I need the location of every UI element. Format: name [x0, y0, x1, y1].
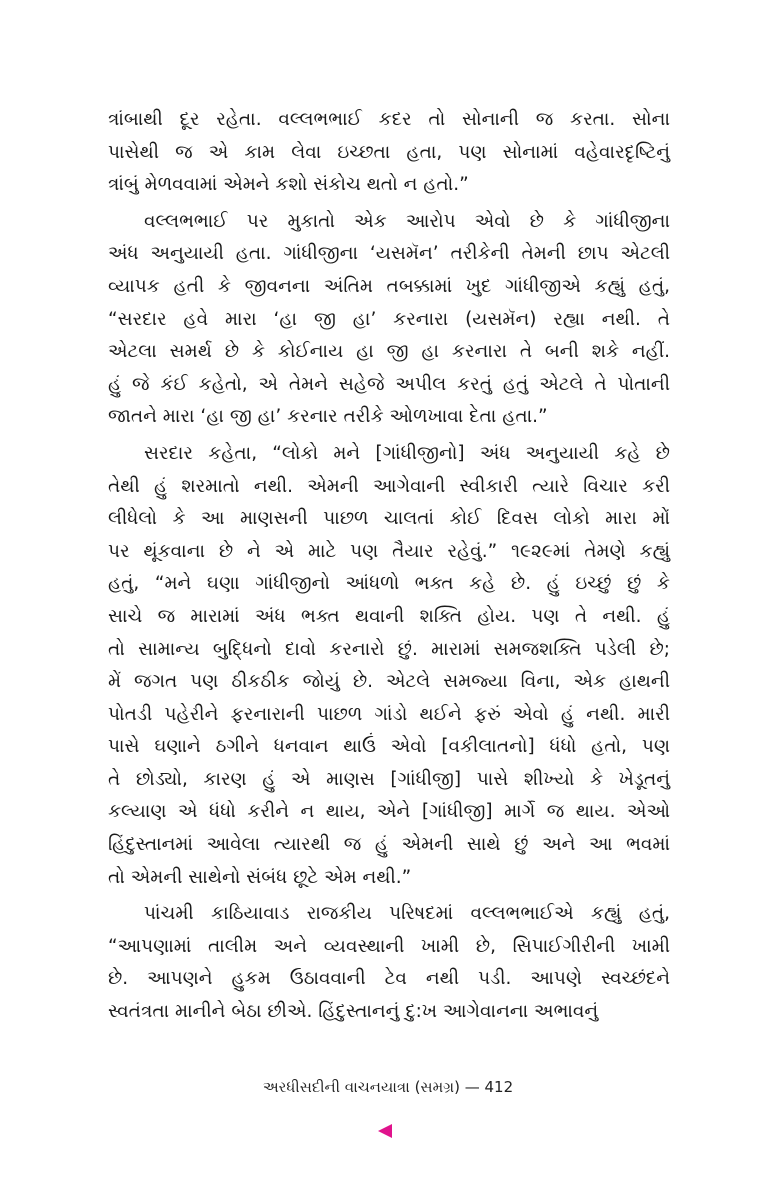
- page-footer: [0, 1078, 776, 1096]
- text-line: ત્રાંબાથી દૂર રહેતા. વલ્લભભાઈ કદર તો સોનાની જ કરતા. સોના: [108, 109, 670, 130]
- paragraph: [108, 206, 670, 434]
- text-line: છે. આપણને હુકમ ઉઠાવવાની ટેવ નથી પડી. આપણે સ્વચ્છંદને: [108, 968, 670, 990]
- text-line: એટલા સમર્થ છે કે કોઈનાય હા જી હા કરનારા તે બની શકે નહીં.: [108, 341, 670, 363]
- text-line: વ્યાપક હતી કે જીવનના અંતિમ તબક્કામાં ખુદ ગાંધીજીએ કહ્યું હતું,: [108, 275, 670, 297]
- text-line: પોતડી પહેરીને ફરનારાની પાછળ ગાંડો થઈને ફરું એવો હું નથી. મારી: [108, 703, 670, 725]
- text-line: સરદાર કહેતા, “લોકો મને [ગાંધીજીનો] અંધ અનુયાયી કહે છે: [144, 442, 670, 464]
- page-body: [108, 104, 670, 1033]
- text-line: “સરદાર હવે મારા ‘હા જી હા’ કરનારા (યસમૅન) રહ્યા નથી. તે: [108, 308, 670, 330]
- paragraph: [108, 104, 670, 202]
- text-line: મેં જગત પણ ઠીકઠીક જોયું છે. એટલે સમજ્યા વિના, એક હાથની: [108, 671, 670, 693]
- paragraph: [108, 438, 670, 894]
- text-line: કલ્યાણ એ ધંધો કરીને ન થાય, એને [ગાંધીજી] માર્ગે જ થાય. એઓ: [108, 801, 670, 823]
- text-line: વલ્લભભાઈ પર મુકાતો એક આરોપ એવો છે કે ગાંધીજીના: [144, 210, 670, 232]
- text-line: તો એમની સાથેનો સંબંધ છૂટે એમ નથી.”: [108, 866, 412, 888]
- text-line: પાસે ઘણાને ઠગીને ધનવાન થાઉં એવો [વકીલાતનો] ધંધો હતો, પણ: [108, 736, 670, 758]
- text-line: હતું, “મને ઘણા ગાંધીજીનો આંધળો ભક્ત કહે છે. હું ઇચ્છું છું કે: [108, 573, 670, 595]
- text-line: પર થૂંકવાના છે ને એ માટે પણ તૈયાર રહેવું.” ૧૯૨૯માં તેમણે કહ્યું: [108, 540, 670, 562]
- text-line: હું જે કંઈ કહેતો, એ તેમને સહેજે અપીલ કરતું હતું એટલે તે પોતાની: [108, 373, 670, 395]
- text-line: જાતને મારા ‘હા જી હા’ કરનાર તરીકે ઓળખાવા દેતા હતા.”: [108, 406, 548, 428]
- paragraph: [108, 898, 670, 1028]
- text-line: અંધ અનુયાયી હતા. ગાંધીજીના ‘યસમૅન’ તરીકેની તેમની છાપ એટલી: [108, 243, 670, 265]
- text-line: પાંચમી કાઠિયાવાડ રાજકીય પરિષદમાં વલ્લભભાઈએ કહ્યું હતું,: [144, 903, 670, 925]
- text-line: તેથી હું શરમાતો નથી. એમની આગેવાની સ્વીકારી ત્યારે વિચાર કરી: [108, 475, 670, 497]
- text-line: પાસેથી જ એ કામ લેવા ઇચ્છતા હતા, પણ સોનામાં વહેવારદૃષ્ટિનું: [108, 141, 670, 163]
- text-line: સ્વતંત્રતા માનીને બેઠા છીએ. હિંદુસ્તાનનું દુ:ખ આગેવાનના અભાવનું: [108, 1001, 599, 1023]
- text-line: હિંદુસ્તાનમાં આવેલા ત્યારથી જ હું એમની સાથે છું અને આ ભવમાં: [108, 834, 670, 856]
- text-line: તો સામાન્ય બુદ્ધિનો દાવો કરનારો છું. મારામાં સમજશક્તિ પડેલી છે;: [108, 638, 670, 660]
- text-line: “આપણામાં તાલીમ અને વ્યવસ્થાની ખામી છે, સિપાઈગીરીની ખામી: [108, 935, 670, 957]
- footer-text: અરધીસદીની વાચનયાત્રા (સમગ્ર) — 412: [262, 1078, 514, 1096]
- text-line: તે છોડ્યો, કારણ હું એ માણસ [ગાંધીજી] પાસે શીખ્યો કે ખેડૂતનું: [108, 768, 670, 790]
- text-line: લીધેલો કે આ માણસની પાછળ ચાલતાં કોઈ દિવસ લોકો મારા મોં: [108, 508, 670, 530]
- text-line: ત્રાંબું મેળવવામાં એમને કશો સંકોચ થતો ન હતો.”: [108, 174, 469, 196]
- previous-page-arrow-icon[interactable]: [378, 1124, 392, 1138]
- text-line: સાચે જ મારામાં અંધ ભક્ત થવાની શક્તિ હોય. પણ તે નથી. હું: [108, 605, 670, 627]
